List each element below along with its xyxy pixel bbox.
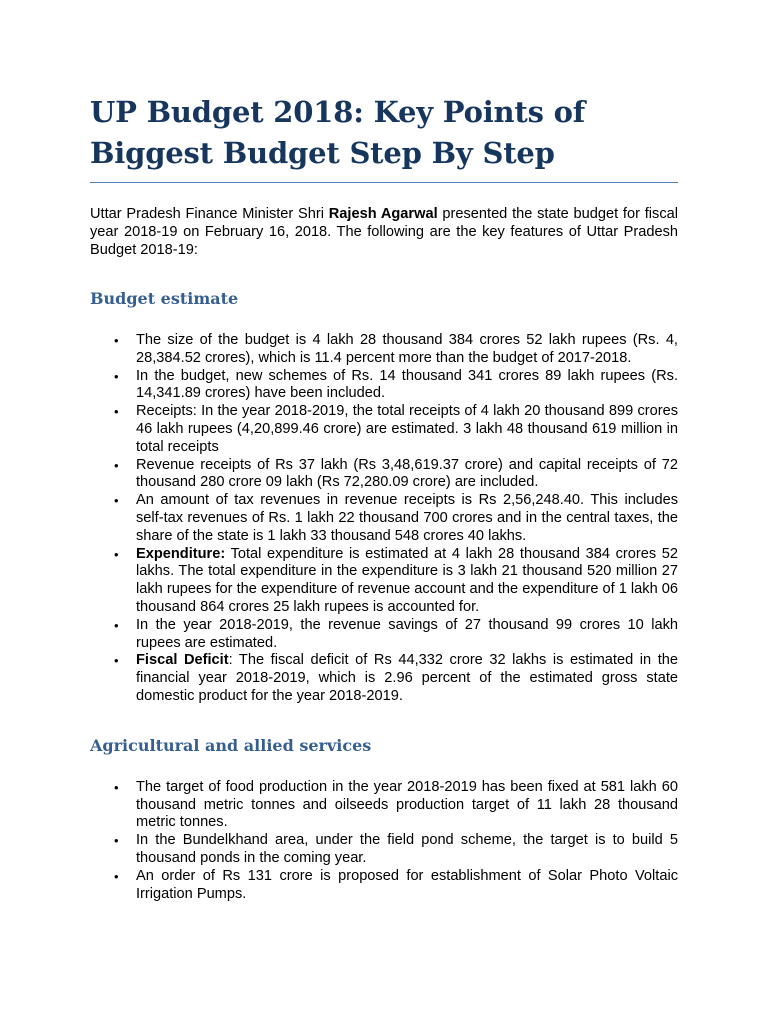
page-title: UP Budget 2018: Key Points of Biggest Budget Step By Step (90, 92, 678, 183)
list-item-text: The target of food production in the year 2018-2019 has been fixed at 581 lakh 60 thousand metric tonnes and oilseeds production target of 11 lakh 28 thousand metric tonnes. (136, 778, 678, 831)
list-item-label: Fiscal Deficit (136, 652, 229, 669)
list-item (90, 617, 678, 653)
list-item-label: Expenditure: (136, 545, 226, 562)
intro-paragraph (90, 205, 678, 259)
list-item (90, 779, 678, 832)
agricultural-list (90, 779, 678, 904)
bullet-icon: • (114, 546, 119, 562)
bullet-icon: • (114, 617, 119, 633)
intro-text-start: Uttar Pradesh Finance Minister Shri (90, 206, 329, 222)
list-item-text: Total expenditure is estimated at 4 lakh 28 thousand 384 crores 52 lakhs. The total expenditure in the expenditure is 3 lakh 21 thousand 520 million 27 lakh rupees for the expenditure of revenue account and the expenditure of 1 lakh 06 thousand 864 crores 25 lakh rupees is accounted for. (136, 545, 678, 615)
list-item-text: The size of the budget is 4 lakh 28 thousand 384 crores 52 lakh rupees (Rs. 4, 28,384.52 crores), which is 11.4 percent more than the budget of 2017-2018. (136, 332, 678, 366)
bullet-icon: • (114, 833, 119, 849)
bullet-icon: • (114, 368, 119, 384)
section-heading-budget-estimate: Budget estimate (90, 289, 239, 308)
bullet-icon: • (114, 457, 119, 473)
list-item-text: Revenue receipts of Rs 37 lakh (Rs 3,48,619.37 crore) and capital receipts of 72 thousand 280 crore 09 lakh (Rs 72,280.09 crore) are included. (136, 456, 678, 491)
bullet-icon: • (114, 653, 119, 669)
list-item (90, 652, 678, 705)
bullet-icon: • (114, 868, 119, 884)
list-item-text: In the budget, new schemes of Rs. 14 thousand 341 crores 89 lakh rupees (Rs. 14,341.89 crores) have been included. (136, 367, 678, 402)
bullet-icon: • (114, 333, 119, 348)
list-item-text: In the Bundelkhand area, under the field pond scheme, the target is to build 5 thousand ponds in the coming year. (136, 832, 678, 866)
bullet-icon: • (114, 493, 119, 509)
list-item (90, 368, 678, 404)
list-item-text: : The fiscal deficit of Rs 44,332 crore 32 lakhs is estimated in the financial year 2018-2019, which is 2.96 percent of the estimated gross state domestic product for the year 2018-2019. (136, 652, 679, 704)
list-item-text: An order of Rs 131 crore is proposed for establishment of Solar Photo Voltaic Irrigation Pumps. (136, 867, 678, 902)
list-item-text: An amount of tax revenues in revenue receipts is Rs 2,56,248.40. This includes self-tax revenues of Rs. 1 lakh 22 thousand 700 crores and in the central taxes, the share of the state is 1 lakh 33 thousand 548 crores 40 lakhs. (136, 492, 678, 544)
list-item (90, 457, 678, 493)
list-item (90, 332, 678, 368)
list-item (90, 492, 678, 545)
budget-estimate-list (90, 332, 678, 706)
bullet-icon: • (114, 779, 119, 795)
list-item (90, 868, 678, 904)
list-item-text: Receipts: In the year 2018-2019, the total receipts of 4 lakh 20 thousand 899 crores 46 lakh rupees (4,20,899.46 crore) are estimated. 3 lakh 48 thousand 619 million in total receipts (136, 403, 678, 455)
bullet-icon: • (114, 404, 119, 420)
list-item (90, 546, 678, 617)
minister-name: Rajesh Agarwal (328, 206, 438, 222)
list-item (90, 832, 678, 868)
list-item-text: In the year 2018-2019, the revenue savings of 27 thousand 99 crores 10 lakh rupees are estimated. (136, 616, 678, 651)
section-heading-agricultural: Agricultural and allied services (90, 735, 372, 755)
intro-text-end: presented the state budget for fiscal year 2018-19 on February 16, 2018. The following are the key features of Uttar Pradesh Budget 2018-19: (90, 206, 678, 258)
list-item (90, 403, 678, 456)
document-page (90, 92, 678, 903)
